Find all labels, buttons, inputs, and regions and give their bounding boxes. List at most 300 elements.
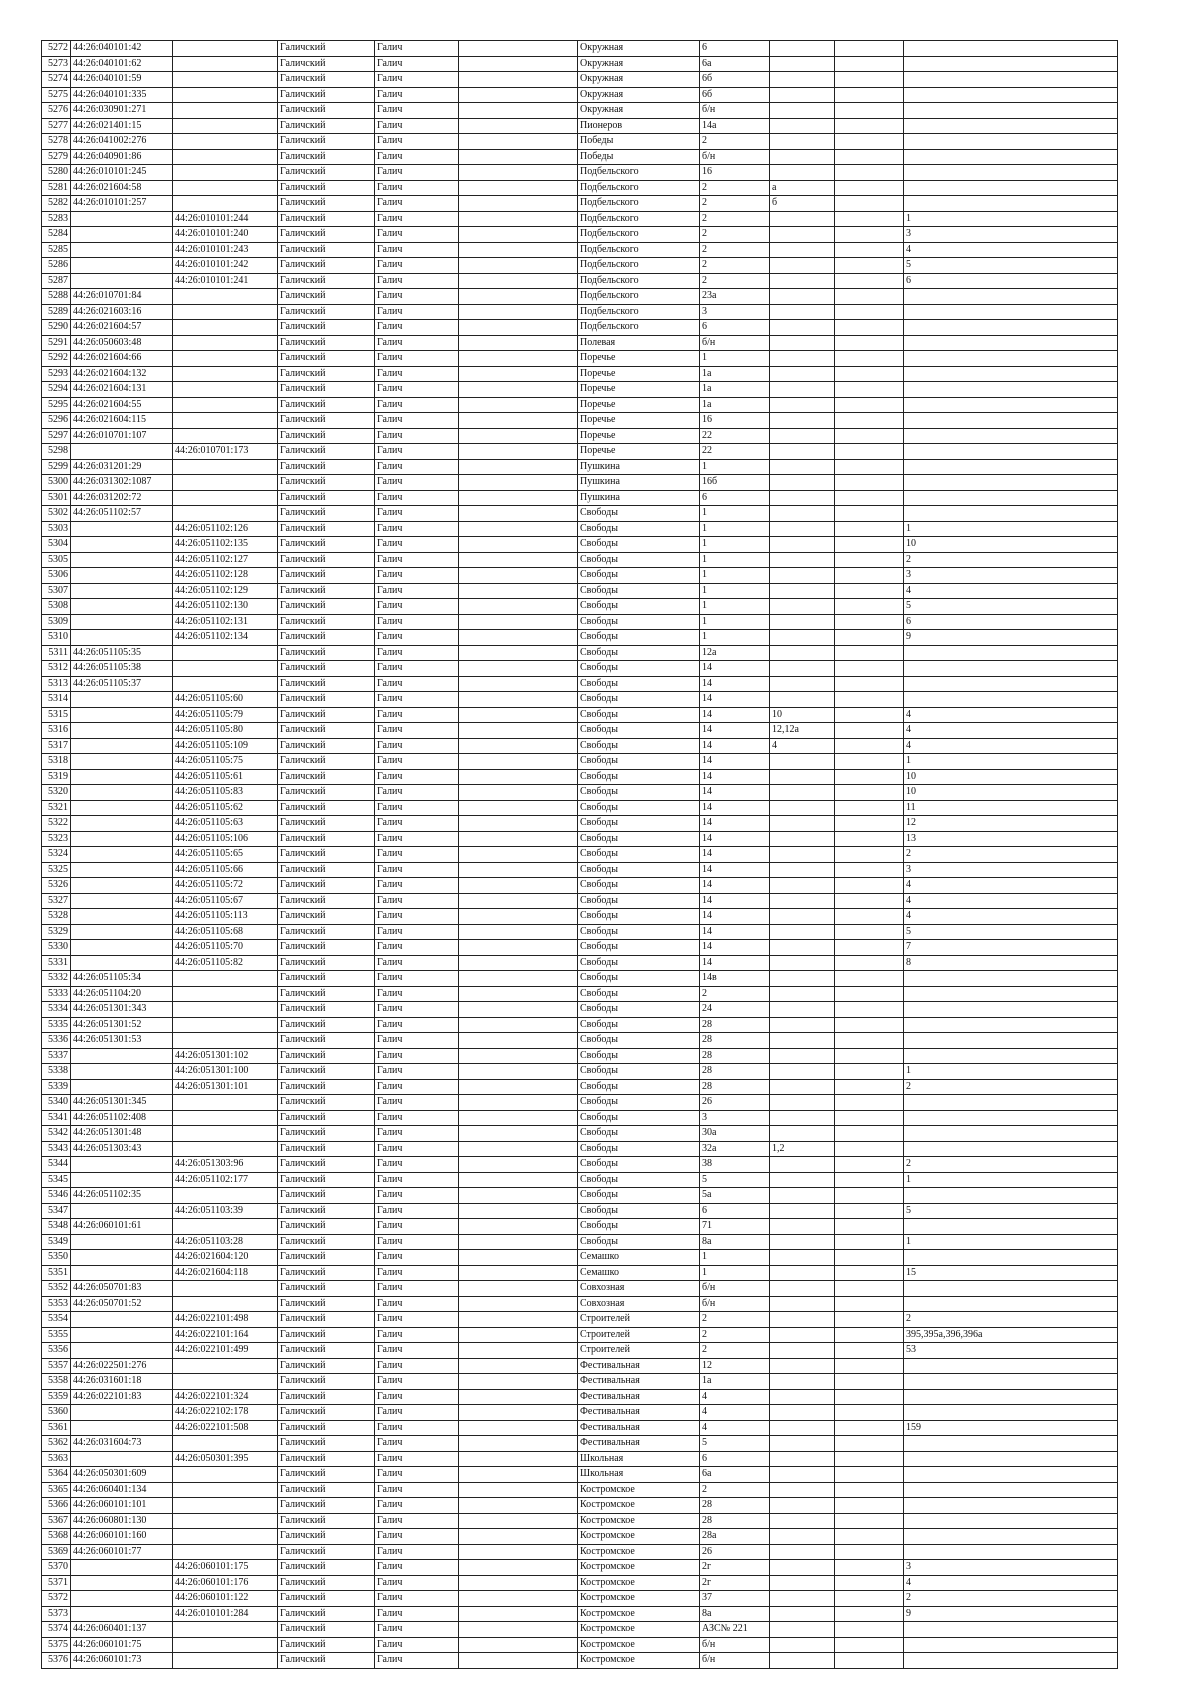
cadastral-number-cell: 44:26:040101:42 [71,41,173,57]
structure-cell [835,599,904,615]
city-cell: Галич [375,800,459,816]
apartment-cell [904,413,1118,429]
table-row [42,1560,1118,1576]
sub-cadastral-number-cell [173,351,278,367]
table-row [42,754,1118,770]
district-cell: Галичский [278,676,375,692]
apartment-cell [904,1389,1118,1405]
house-number-cell: 6а [700,56,770,72]
row-number-cell: 5313 [42,676,71,692]
sub-cadastral-number-cell [173,490,278,506]
street-cell: Костромское [578,1544,700,1560]
apartment-cell [904,351,1118,367]
district-cell: Галичский [278,552,375,568]
sub-cadastral-number-cell [173,118,278,134]
table-row [42,1033,1118,1049]
structure-cell [835,831,904,847]
structure-cell [835,1327,904,1343]
district-cell: Галичский [278,1591,375,1607]
street-cell: Свободы [578,583,700,599]
house-number-cell: 28а [700,1529,770,1545]
building-cell [770,537,835,553]
structure-cell [835,1358,904,1374]
locality-cell [459,444,578,460]
cadastral-number-cell [71,583,173,599]
row-number-cell: 5319 [42,769,71,785]
house-number-cell: 14а [700,118,770,134]
district-cell: Галичский [278,1482,375,1498]
row-number-cell: 5316 [42,723,71,739]
table-row [42,568,1118,584]
city-cell: Галич [375,382,459,398]
building-cell [770,816,835,832]
house-number-cell: 2 [700,242,770,258]
house-number-cell: 22 [700,428,770,444]
city-cell: Галич [375,72,459,88]
locality-cell [459,816,578,832]
district-cell: Галичский [278,335,375,351]
table-row [42,1544,1118,1560]
cadastral-number-cell [71,1203,173,1219]
street-cell: Костромское [578,1513,700,1529]
house-number-cell: 14 [700,816,770,832]
building-cell [770,1405,835,1421]
sub-cadastral-number-cell: 44:26:051105:60 [173,692,278,708]
sub-cadastral-number-cell: 44:26:010101:240 [173,227,278,243]
building-cell: 4 [770,738,835,754]
apartment-cell [904,397,1118,413]
apartment-cell [904,1529,1118,1545]
building-cell [770,1281,835,1297]
building-cell [770,878,835,894]
structure-cell [835,149,904,165]
locality-cell [459,676,578,692]
table-row [42,41,1118,57]
building-cell [770,335,835,351]
house-number-cell: 14 [700,800,770,816]
house-number-cell: 2 [700,1482,770,1498]
cadastral-number-cell: 44:26:021604:58 [71,180,173,196]
cadastral-number-cell: 44:26:040101:62 [71,56,173,72]
house-number-cell: 2г [700,1575,770,1591]
sub-cadastral-number-cell [173,1126,278,1142]
house-number-cell: б/н [700,1296,770,1312]
house-number-cell: 14 [700,878,770,894]
apartment-cell [904,1110,1118,1126]
structure-cell [835,537,904,553]
structure-cell [835,56,904,72]
street-cell: Свободы [578,862,700,878]
sub-cadastral-number-cell [173,72,278,88]
house-number-cell: 14 [700,661,770,677]
cadastral-number-cell [71,258,173,274]
locality-cell [459,924,578,940]
house-number-cell: 26 [700,1544,770,1560]
table-row [42,506,1118,522]
structure-cell [835,1110,904,1126]
building-cell [770,862,835,878]
table-row [42,521,1118,537]
house-number-cell: 14 [700,785,770,801]
district-cell: Галичский [278,1203,375,1219]
sub-cadastral-number-cell: 44:26:010101:242 [173,258,278,274]
building-cell [770,769,835,785]
cadastral-number-cell: 44:26:010701:84 [71,289,173,305]
house-number-cell: 4 [700,1389,770,1405]
street-cell: Свободы [578,1002,700,1018]
structure-cell [835,227,904,243]
cadastral-number-cell [71,568,173,584]
district-cell: Галичский [278,909,375,925]
street-cell: Костромское [578,1482,700,1498]
district-cell: Галичский [278,475,375,491]
sub-cadastral-number-cell: 44:26:051105:70 [173,940,278,956]
sub-cadastral-number-cell: 44:26:051105:109 [173,738,278,754]
apartment-cell: 395,395а,396,396а [904,1327,1118,1343]
table-row [42,180,1118,196]
structure-cell [835,242,904,258]
table-row [42,72,1118,88]
street-cell: Костромское [578,1591,700,1607]
structure-cell [835,289,904,305]
street-cell: Подбельского [578,242,700,258]
table-row [42,459,1118,475]
district-cell: Галичский [278,428,375,444]
locality-cell [459,1389,578,1405]
city-cell: Галич [375,1591,459,1607]
street-cell: Поречье [578,397,700,413]
street-cell: Свободы [578,1048,700,1064]
locality-cell [459,165,578,181]
street-cell: Свободы [578,1234,700,1250]
sub-cadastral-number-cell: 44:26:051105:83 [173,785,278,801]
table-row [42,661,1118,677]
table-row [42,1110,1118,1126]
street-cell: Свободы [578,909,700,925]
apartment-cell [904,1048,1118,1064]
table-row [42,1234,1118,1250]
apartment-cell [904,165,1118,181]
table-row [42,56,1118,72]
house-number-cell: 14 [700,738,770,754]
street-cell: Свободы [578,552,700,568]
city-cell: Галич [375,1327,459,1343]
city-cell: Галич [375,723,459,739]
structure-cell [835,1172,904,1188]
street-cell: Свободы [578,1172,700,1188]
structure-cell [835,103,904,119]
structure-cell [835,1141,904,1157]
structure-cell [835,1188,904,1204]
row-number-cell: 5374 [42,1622,71,1638]
sub-cadastral-number-cell: 44:26:051105:80 [173,723,278,739]
table-row [42,165,1118,181]
house-number-cell: 22 [700,444,770,460]
apartment-cell: 4 [904,909,1118,925]
district-cell: Галичский [278,258,375,274]
locality-cell [459,552,578,568]
district-cell: Галичский [278,397,375,413]
cadastral-number-cell: 44:26:010701:107 [71,428,173,444]
building-cell [770,1575,835,1591]
cadastral-number-cell [71,614,173,630]
sub-cadastral-number-cell [173,1095,278,1111]
locality-cell [459,1436,578,1452]
house-number-cell: 14 [700,924,770,940]
street-cell: Свободы [578,1141,700,1157]
table-row [42,87,1118,103]
district-cell: Галичский [278,1420,375,1436]
table-row [42,1575,1118,1591]
cadastral-number-cell [71,754,173,770]
apartment-cell: 1 [904,521,1118,537]
house-number-cell: 6 [700,1451,770,1467]
table-row [42,1467,1118,1483]
sub-cadastral-number-cell [173,196,278,212]
locality-cell [459,1017,578,1033]
house-number-cell: 5 [700,1172,770,1188]
street-cell: Свободы [578,1033,700,1049]
structure-cell [835,583,904,599]
table-row [42,862,1118,878]
building-cell [770,521,835,537]
sub-cadastral-number-cell: 44:26:051105:66 [173,862,278,878]
city-cell: Галич [375,1172,459,1188]
apartment-cell [904,366,1118,382]
structure-cell [835,475,904,491]
structure-cell [835,1017,904,1033]
city-cell: Галич [375,41,459,57]
structure-cell [835,769,904,785]
house-number-cell: 14 [700,862,770,878]
apartment-cell [904,1622,1118,1638]
cadastral-number-cell [71,909,173,925]
building-cell [770,475,835,491]
house-number-cell: 28 [700,1513,770,1529]
cadastral-number-cell [71,1606,173,1622]
building-cell [770,227,835,243]
table-row [42,878,1118,894]
cadastral-number-cell [71,1560,173,1576]
house-number-cell: 30а [700,1126,770,1142]
locality-cell [459,273,578,289]
sub-cadastral-number-cell: 44:26:050301:395 [173,1451,278,1467]
structure-cell [835,707,904,723]
building-cell [770,909,835,925]
street-cell: Поречье [578,444,700,460]
street-cell: Поречье [578,382,700,398]
building-cell [770,1622,835,1638]
house-number-cell: 1 [700,537,770,553]
table-row [42,909,1118,925]
house-number-cell: 14 [700,847,770,863]
house-number-cell: 14 [700,769,770,785]
locality-cell [459,56,578,72]
house-number-cell: 1 [700,459,770,475]
row-number-cell: 5274 [42,72,71,88]
district-cell: Галичский [278,180,375,196]
locality-cell [459,599,578,615]
apartment-cell [904,180,1118,196]
locality-cell [459,1312,578,1328]
district-cell: Галичский [278,56,375,72]
locality-cell [459,1405,578,1421]
row-number-cell: 5284 [42,227,71,243]
building-cell [770,103,835,119]
apartment-cell [904,1281,1118,1297]
district-cell: Галичский [278,893,375,909]
building-cell: 10 [770,707,835,723]
table-row [42,118,1118,134]
building-cell [770,692,835,708]
city-cell: Галич [375,599,459,615]
structure-cell [835,1234,904,1250]
apartment-cell: 12 [904,816,1118,832]
sub-cadastral-number-cell [173,103,278,119]
sub-cadastral-number-cell: 44:26:051105:72 [173,878,278,894]
row-number-cell: 5294 [42,382,71,398]
street-cell: Строителей [578,1343,700,1359]
row-number-cell: 5365 [42,1482,71,1498]
building-cell [770,1033,835,1049]
table-row [42,1498,1118,1514]
structure-cell [835,738,904,754]
house-number-cell: 16б [700,475,770,491]
house-number-cell: 1 [700,552,770,568]
row-number-cell: 5315 [42,707,71,723]
house-number-cell: 28 [700,1064,770,1080]
district-cell: Галичский [278,614,375,630]
building-cell [770,1591,835,1607]
district-cell: Галичский [278,227,375,243]
apartment-cell: 3 [904,862,1118,878]
city-cell: Галич [375,1079,459,1095]
cadastral-number-cell [71,1234,173,1250]
house-number-cell: 2 [700,134,770,150]
street-cell: Строителей [578,1312,700,1328]
street-cell: Свободы [578,769,700,785]
locality-cell [459,1250,578,1266]
city-cell: Галич [375,909,459,925]
house-number-cell: 6 [700,1203,770,1219]
house-number-cell: 1а [700,1374,770,1390]
cadastral-number-cell [71,847,173,863]
city-cell: Галич [375,258,459,274]
sub-cadastral-number-cell [173,1374,278,1390]
table-row [42,676,1118,692]
house-number-cell: 6а [700,1467,770,1483]
structure-cell [835,351,904,367]
building-cell [770,1544,835,1560]
district-cell: Галичский [278,955,375,971]
apartment-cell [904,87,1118,103]
city-cell: Галич [375,692,459,708]
table-row [42,1420,1118,1436]
sub-cadastral-number-cell [173,1637,278,1653]
row-number-cell: 5299 [42,459,71,475]
structure-cell [835,459,904,475]
apartment-cell: 5 [904,1203,1118,1219]
district-cell: Галичский [278,211,375,227]
sub-cadastral-number-cell [173,1436,278,1452]
locality-cell [459,490,578,506]
building-cell [770,1064,835,1080]
row-number-cell: 5308 [42,599,71,615]
sub-cadastral-number-cell [173,1358,278,1374]
table-row [42,1451,1118,1467]
apartment-cell: 1 [904,1234,1118,1250]
locality-cell [459,366,578,382]
table-row [42,893,1118,909]
cadastral-number-cell: 44:26:021604:132 [71,366,173,382]
sub-cadastral-number-cell [173,1219,278,1235]
cadastral-number-cell: 44:26:021603:16 [71,304,173,320]
sub-cadastral-number-cell [173,1017,278,1033]
table-row [42,475,1118,491]
row-number-cell: 5289 [42,304,71,320]
house-number-cell: 1 [700,568,770,584]
apartment-cell [904,1405,1118,1421]
city-cell: Галич [375,87,459,103]
city-cell: Галич [375,1637,459,1653]
apartment-cell [904,320,1118,336]
sub-cadastral-number-cell [173,1033,278,1049]
locality-cell [459,242,578,258]
city-cell: Галич [375,1575,459,1591]
district-cell: Галичский [278,382,375,398]
building-cell [770,831,835,847]
structure-cell [835,1281,904,1297]
city-cell: Галич [375,707,459,723]
cadastral-number-cell [71,599,173,615]
sub-cadastral-number-cell [173,1141,278,1157]
street-cell: Свободы [578,645,700,661]
street-cell: Свободы [578,1064,700,1080]
building-cell [770,924,835,940]
apartment-cell: 10 [904,537,1118,553]
sub-cadastral-number-cell [173,180,278,196]
sub-cadastral-number-cell [173,971,278,987]
locality-cell [459,1653,578,1669]
row-number-cell: 5353 [42,1296,71,1312]
row-number-cell: 5306 [42,568,71,584]
city-cell: Галич [375,1250,459,1266]
locality-cell [459,1002,578,1018]
street-cell: Свободы [578,1203,700,1219]
city-cell: Галич [375,490,459,506]
structure-cell [835,568,904,584]
city-cell: Галич [375,924,459,940]
table-row [42,630,1118,646]
sub-cadastral-number-cell: 44:26:022101:164 [173,1327,278,1343]
table-row [42,692,1118,708]
locality-cell [459,1606,578,1622]
table-row [42,1374,1118,1390]
row-number-cell: 5352 [42,1281,71,1297]
city-cell: Галич [375,242,459,258]
table-row [42,1141,1118,1157]
sub-cadastral-number-cell [173,475,278,491]
district-cell: Галичский [278,1157,375,1173]
apartment-cell: 2 [904,1157,1118,1173]
structure-cell [835,444,904,460]
building-cell [770,1203,835,1219]
building-cell [770,599,835,615]
house-number-cell: 5 [700,1436,770,1452]
city-cell: Галич [375,1606,459,1622]
apartment-cell [904,1451,1118,1467]
district-cell: Галичский [278,1436,375,1452]
